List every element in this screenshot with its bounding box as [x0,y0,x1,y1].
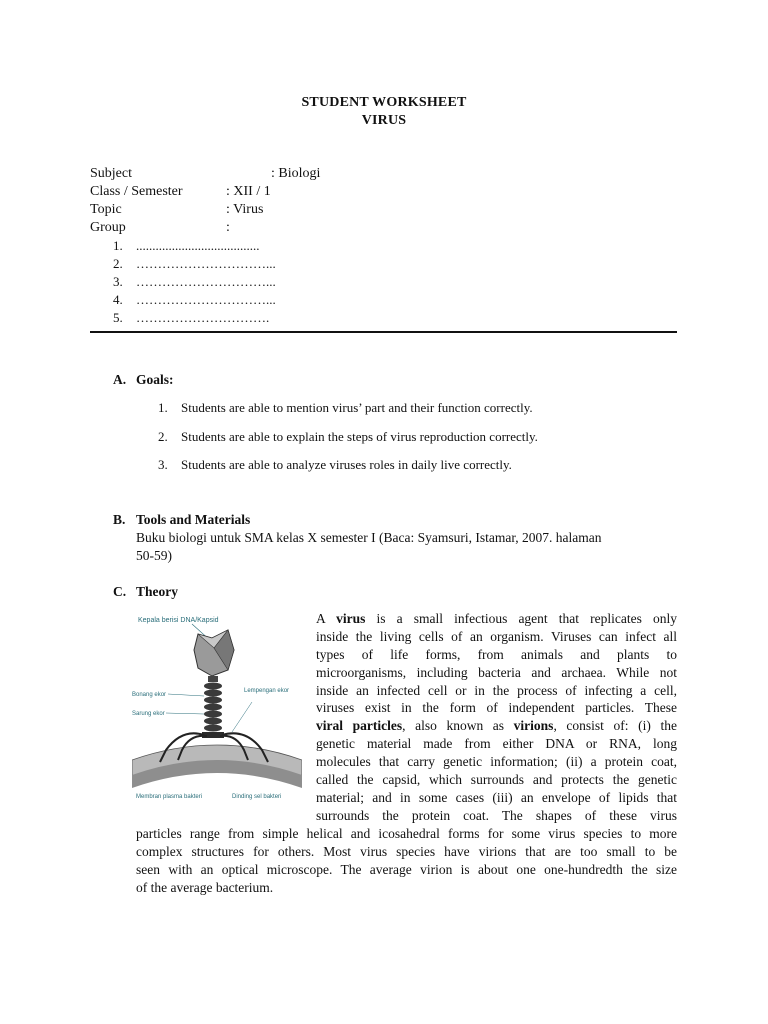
theory-line: material; and in some cases (iii) an envelope of lipids that [316,789,677,805]
group-member-list [113,237,276,327]
group-member-blank: …………………………. [136,310,270,325]
section-tools-heading: B. Tools and Materials [113,512,251,527]
group-member-item: 2. …………………………... [113,256,276,271]
tail-sheath [204,683,222,732]
theory-line: A virus is a small infectious agent that replicates only [316,611,677,626]
theory-line: complex structures for others. Most virus species have virions that are too small to be [136,843,677,859]
bacteriophage-diagram [132,610,302,810]
goal-item: 1. Students are able to mention virus’ part and their function correctly. [158,400,533,415]
topic-label: Topic [90,202,122,217]
theory-line: particles range from simple helical and icosahedral forms for some virus species to more [136,826,677,841]
worksheet-title: STUDENT WORKSHEET [301,95,467,110]
group-member-blank: …………………………... [136,292,276,307]
theory-paragraph-wrap [316,610,677,825]
topic-value: : Virus [226,202,264,217]
section-theory-heading: C. Theory [113,584,178,599]
tail-collar [208,676,218,682]
goal-item: 2. Students are able to explain the steps of virus reproduction correctly. [158,428,538,444]
goal-item: 3. Students are able to analyze viruses roles in daily live correctly. [158,457,512,472]
group-member-item: 3. …………………………... [113,274,276,289]
theory-line: inside the living cells of an organism. Viruses can infect all [316,628,677,644]
theory-line: called the capsid, which surrounds and protects the genetic [316,772,677,788]
group-member-blank: …………………………... [136,256,276,271]
label-sheath: Sarung ekor [132,711,165,717]
theory-line: viral particles, also known as virions, consist of: (i) the [316,718,677,734]
group-member-item: 5. …………………………. [113,310,270,325]
theory-line: genetic material made from either DNA or RNA, long [316,736,677,752]
term-virus: virus [336,611,366,626]
class-value: : XII / 1 [226,184,271,199]
theory-line: inside an infected cell or in the process of infecting a cell, [316,682,677,698]
term-virions: virions [513,718,554,734]
term-viral-particles: viral particles [316,718,403,734]
subject-value: : Biologi [271,166,321,181]
group-member-blank: …………………………... [136,274,276,289]
theory-line: viruses exist in the form of independent particles. These [316,700,677,716]
group-label: Group [90,220,126,235]
group-member-blank: ...................................... [136,238,260,253]
label-collar: Bonang ekor [132,692,167,698]
goals-list [158,400,538,486]
theory-line: types of life forms, from animals and plants to [316,646,677,662]
header-divider [90,331,677,333]
theory-line: molecules that carry genetic information; (ii) a protein coat, [316,754,677,770]
theory-line: surrounds the protein coat. The shapes of these virus [316,807,677,823]
worksheet-subtitle: VIRUS [361,113,407,128]
theory-line: microorganisms, including bacteria and archaea. While not [316,664,677,680]
theory-line: of the average bacterium. [136,879,274,895]
theory-paragraph-full [136,825,677,897]
label-fibers: Lempengan ekor [244,688,290,694]
class-label: Class / Semester [90,184,183,199]
theory-line: seen with an optical microscope. The average virion is about one one-hundredth the size [136,861,677,877]
label-wall: Dinding sel bakteri [232,794,282,800]
group-member-item: 1. ...................................... [113,238,260,253]
label-head: Kepala berisi DNA/Kapsid [138,617,219,624]
label-membrane: Membran plasma bakteri [136,794,203,800]
section-goals-heading: A. Goals: [113,372,174,387]
group-value: : [226,220,230,235]
group-member-item: 4. …………………………... [113,292,276,307]
subject-label: Subject [90,166,132,181]
tools-reference: Buku biologi untuk SMA kelas X semester I (Baca: Syamsuri, Istamar, 2007. halaman 50-59) [136,530,602,563]
